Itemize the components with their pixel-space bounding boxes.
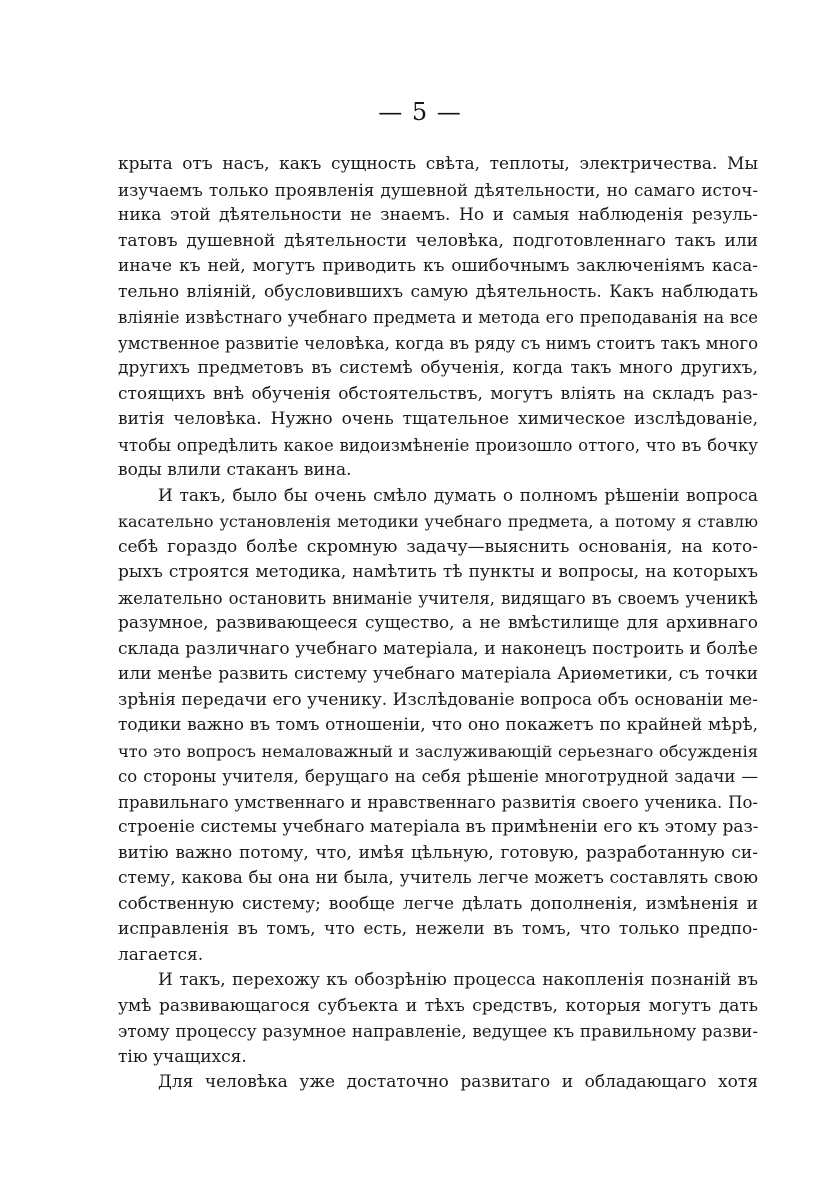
text-line: воды влили стаканъ вина. [118,460,352,480]
text-line: склада различнаго учебнаго матеріала, и наконецъ построить и болѣе [118,638,758,659]
text-line: себѣ гораздо болѣе скромную задачу—выяснить основанія, на кото- [118,536,758,557]
text-line: зрѣнія передачи его ученику. Изслѣдованіе вопроса объ основаніи ме- [118,689,758,710]
text-line: изучаемъ только проявленія душевной дѣятельности, но самаго источ- [118,179,758,200]
text-line: витія человѣка. Нужно очень тщательное химическое изслѣдованіе, [118,409,758,429]
text-line: желательно остановить вниманіе учителя, видящаго въ своемъ ученикѣ [118,588,758,608]
text-line: крыта отъ насъ, какъ сущность свѣта, теплоты, электричества. Мы [118,154,758,174]
body-text [118,152,758,1096]
text-line: тію учащихся. [118,1046,247,1067]
text-line: И такъ, перехожу къ обозрѣнію процесса накопленія познаній въ [158,970,758,990]
text-line: стему, какова бы она ни была, учитель легче можетъ составлять свою [118,868,758,888]
text-line: умственное развитіе человѣка, когда въ ряду съ нимъ стоитъ такъ много [118,333,758,353]
text-line: этому процессу разумное направленіе, ведущее къ правильному разви- [118,1021,758,1041]
text-line: касательно установленія методики учебнаго предмета, а потому я ставлю [118,512,758,531]
text-line: правильнаго умственнаго и нравственнаго развитія своего ученика. По- [118,792,758,812]
text-line: лагается. [118,944,204,965]
text-line: другихъ предметовъ въ системѣ обученія, когда такъ много другихъ, [118,358,758,378]
text-line: иначе къ ней, могутъ приводить къ ошибочнымъ заключеніямъ каса- [118,256,758,276]
text-line: со стороны учителя, берущаго на себя рѣшеніе многотрудной задачи — [118,767,758,786]
text-line: Для человѣка уже достаточно развитаго и обладающаго хотя [158,1072,758,1092]
text-line: стоящихъ внѣ обученія обстоятельствъ, могутъ вліять на складъ раз- [118,383,758,404]
text-line: тельно вліяній, обусловившихъ самую дѣятельность. Какъ наблюдать [118,281,758,302]
text-line: строеніе системы учебнаго матеріала въ примѣненіи его къ этому раз- [118,817,759,837]
text-line: И такъ, было бы очень смѣло думать о полномъ рѣшеніи вопроса [158,485,758,506]
text-line: или менѣе развить систему учебнаго матеріала Ариѳметики, съ точки [118,664,758,684]
text-line: рыхъ строятся методика, намѣтить тѣ пункты и вопросы, на которыхъ [118,562,758,582]
text-line: исправленія въ томъ, что есть, нежели въ томъ, что только предпо- [118,919,758,939]
text-line: что это вопросъ немаловажный и заслуживающій серьезнаго обсужденія [118,741,758,761]
page-number: — 5 — [378,98,462,126]
text-line: умѣ развивающагося субъекта и тѣхъ средствъ, которыя могутъ дать [118,995,758,1016]
text-line: ника этой дѣятельности не знаемъ. Но и самыя наблюденія резуль- [118,205,758,225]
text-line: чтобы опредѣлить какое видоизмѣненіе произошло оттого, что въ бочку [118,435,758,455]
text-line: татовъ душевной дѣятельности человѣка, подготовленнаго такъ или [118,230,758,251]
text-line: разумное, развивающееся существо, а не вмѣстилище для архивнаго [118,613,758,633]
text-line: вліяніе извѣстнаго учебнаго предмета и метода его преподаванія на все [118,308,758,327]
text-line: тодики важно въ томъ отношеніи, что оно покажетъ по крайней мѣрѣ, [118,715,758,735]
text-line: витію важно потому, что, имѣя цѣльную, готовую, разработанную си- [118,842,758,863]
text-line: собственную систему; вообще легче дѣлать дополненія, измѣненія и [118,893,758,914]
